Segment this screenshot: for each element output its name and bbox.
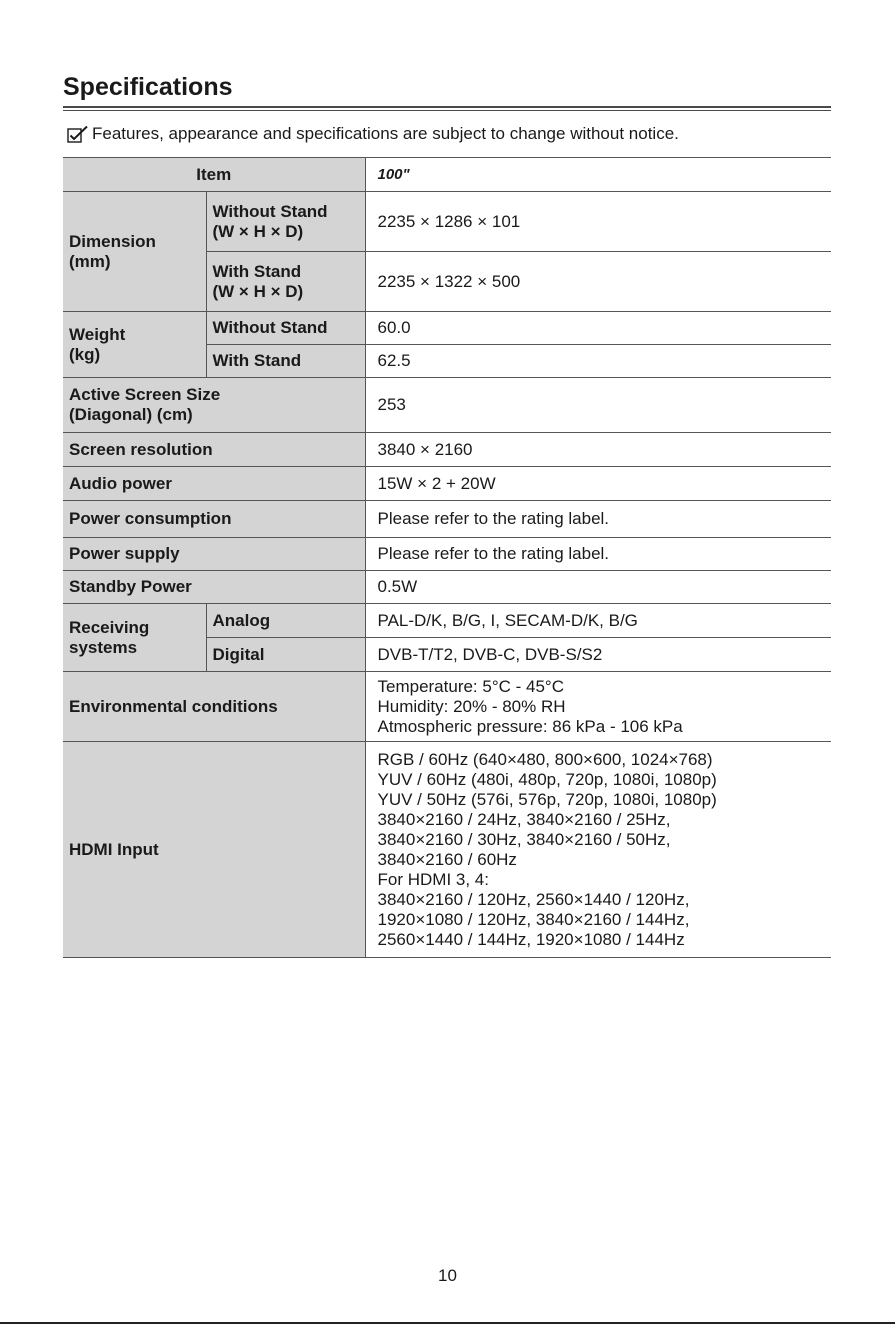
page-number: 10 [438, 1266, 457, 1285]
table-row [63, 538, 831, 571]
model-header: 100" [365, 158, 831, 192]
power-supply-value: Please refer to the rating label. [365, 538, 831, 571]
item-header: Item [63, 158, 365, 192]
table-row [63, 604, 831, 638]
weight-with-stand-value: 62.5 [365, 345, 831, 378]
active-screen-size-value: 253 [365, 378, 831, 433]
table-row [63, 433, 831, 467]
receiving-systems-label: Receiving systems [63, 604, 206, 672]
dimension-without-stand-label: Without Stand (W × H × D) [206, 192, 365, 252]
standby-power-label: Standby Power [63, 571, 365, 604]
power-consumption-value: Please refer to the rating label. [365, 501, 831, 538]
table-row [63, 467, 831, 501]
receiving-digital-value: DVB-T/T2, DVB-C, DVB-S/S2 [365, 638, 831, 672]
table-row [63, 192, 831, 252]
table-row [63, 312, 831, 345]
checkbox-checked-icon [67, 125, 89, 143]
receiving-digital-label: Digital [206, 638, 365, 672]
notice-text: Features, appearance and specifications are subject to change without notice. [92, 124, 679, 143]
table-row [63, 571, 831, 604]
screen-resolution-label: Screen resolution [63, 433, 365, 467]
audio-power-label: Audio power [63, 467, 365, 501]
audio-power-value: 15W × 2 + 20W [365, 467, 831, 501]
title-divider-thin [63, 110, 831, 111]
screen-resolution-value: 3840 × 2160 [365, 433, 831, 467]
dimension-label: Dimension (mm) [63, 192, 206, 312]
table-row [63, 742, 831, 958]
active-screen-size-label: Active Screen Size (Diagonal) (cm) [63, 378, 365, 433]
table-row [63, 501, 831, 538]
weight-label: Weight (kg) [63, 312, 206, 378]
weight-with-stand-label: With Stand [206, 345, 365, 378]
power-consumption-label: Power consumption [63, 501, 365, 538]
environmental-conditions-value: Temperature: 5°C - 45°C Humidity: 20% - 80% RH Atmospheric pressure: 86 kPa - 106 kPa [365, 672, 831, 742]
power-supply-label: Power supply [63, 538, 365, 571]
standby-power-value: 0.5W [365, 571, 831, 604]
dimension-without-stand-value: 2235 × 1286 × 101 [365, 192, 831, 252]
notice [67, 124, 679, 144]
weight-without-stand-value: 60.0 [365, 312, 831, 345]
receiving-analog-value: PAL-D/K, B/G, I, SECAM-D/K, B/G [365, 604, 831, 638]
weight-without-stand-label: Without Stand [206, 312, 365, 345]
table-row [63, 378, 831, 433]
table-row [63, 672, 831, 742]
page-title: Specifications [63, 73, 233, 101]
specifications-table [63, 157, 831, 958]
dimension-with-stand-label: With Stand (W × H × D) [206, 252, 365, 312]
dimension-with-stand-value: 2235 × 1322 × 500 [365, 252, 831, 312]
hdmi-input-value: RGB / 60Hz (640×480, 800×600, 1024×768) YUV / 60Hz (480i, 480p, 720p, 1080i, 1080p) YUV / 50Hz (576i, 576p, 720p, 1080i, 1080p) 3840×2160 / 24Hz, 3840×2160 / 25Hz, 3840×2160 / 30Hz, 3840×2160 / 50Hz, 3840×2160 / 60Hz For HDMI 3, 4: 3840×2160 / 120Hz, 2560×1440 / 120Hz, 1920×1080 / 120Hz, 3840×2160 / 144Hz, 2560×1440 / 144Hz, 1920×1080 / 144Hz [365, 742, 831, 958]
receiving-analog-label: Analog [206, 604, 365, 638]
title-divider [63, 106, 831, 108]
table-header-row [63, 158, 831, 192]
environmental-conditions-label: Environmental conditions [63, 672, 365, 742]
hdmi-input-label: HDMI Input [63, 742, 365, 958]
